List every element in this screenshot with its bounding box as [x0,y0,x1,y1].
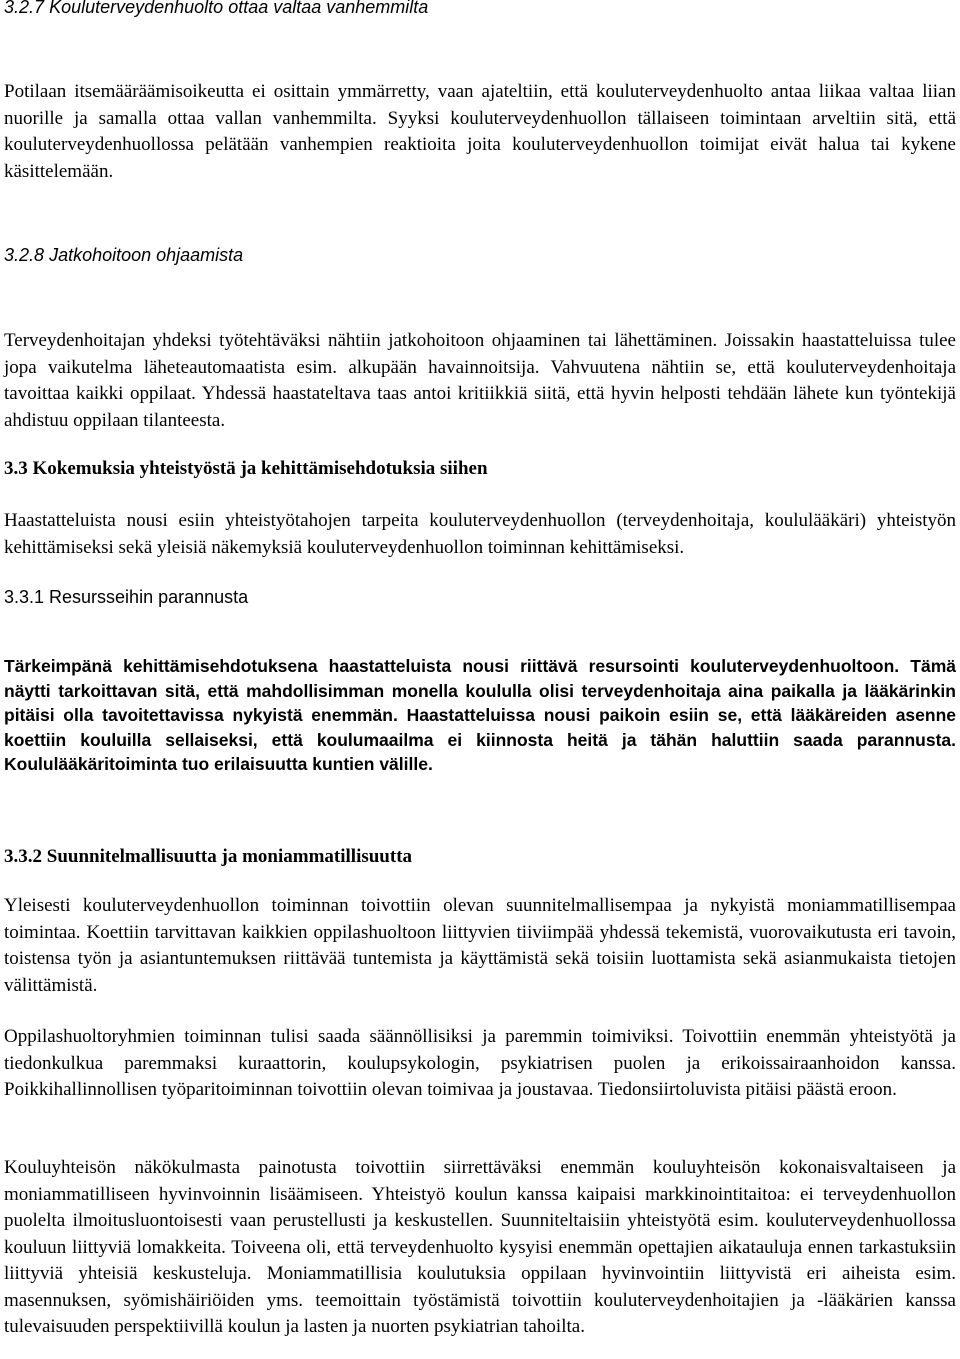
paragraph-3-3-2-c: Kouluyhteisön näkökulmasta painotusta toivottiin siirrettäväksi enemmän kouluyhteisön kokonaisvaltaiseen ja moniammatilliseen hyvinvoinnin lisäämiseen. Yhteistyö koulun kanssa kaipaisi markkinointitaitoa: ei terveydenhuollon puolelta ilmoitusluontoisesti vaan perustellusti ja keskustellen. Suunniteltaisiin yhteistyötä esim. kouluterveydenhuollossa kouluun liittyviä lomakkeita. Toiveena oli, että terveydenhuolto kysyisi enemmän opettajien aikatauluja ennen tarkastuksiin liittyviä yhteisiä keskusteluja. Moniammatillisia koulutuksia oppilaan hyvinvointiin liittyvistä eri aiheista esim. masennuksen, syömishäiriöiden yms. teemoittain työstämistä toivottiin kouluterveydenhoitajien ja -lääkärien kanssa tulevaisuuden perspektiivillä koulun ja lasten ja nuorten psykiatrian tahoilta. [4,1157,956,1337]
section-number: 3.2.7 [4,0,45,17]
section-heading-3-3-1: 3.3.1 Resursseihin parannusta [4,587,249,607]
paragraph-3-3-2-b: Oppilashuoltoryhmien toiminnan tulisi saada säännöllisiksi ja paremmin toimiviksi. Toivottiin enemmän yhteistyötä ja tiedonkulkua paremmaksi kuraattorin, koulupsykologin, psykiatrisen puolen ja erikoissairaanhoidon kanssa. Poikkihallinnollisen työparitoiminnan toivottiin olevan toimivaa ja joustavaa. Tiedonsiirtoluvista pitäisi päästä eroon. [4,1026,956,1100]
paragraph-3-2-7: Potilaan itsemääräämisoikeutta ei osittain ymmärretty, vaan ajateltiin, että kouluterveydenhuolto antaa liikaa valtaa liian nuorille ja samalla ottaa vallan vanhemmilta. Syyksi kouluterveydenhuollon tällaiseen toimintaan arveltiin sitä, että kouluterveydenhuollossa pelätään vanhempien reaktioita joita kouluterveydenhuollon toimijat eivät halua tai kykene käsittelemään. [4,81,956,182]
section-heading-3-3: 3.3 Kokemuksia yhteistyöstä ja kehittämisehdotuksia siihen [4,458,488,479]
section-title: Kouluterveydenhuolto ottaa valtaa vanhemmilta [49,0,429,17]
paragraph-3-3-1: Tärkeimpänä kehittämisehdotuksena haastatteluista nousi riittävä resursointi kouluterveydenhuoltoon. Tämä näytti tarkoittavan sitä, että mahdollisimman monella koululla olisi terveydenhoitaja aina paikalla ja lääkärinkin pitäisi olla tavoitettavissa nykyistä enemmän. Haastatteluissa nousi paikoin esiin se, että lääkäreiden asenne koettiin kouluilla sellaiseksi, että koulumaailma ei kiinnosta heitä ja tähän haluttiin saada parannusta. Koululääkäritoiminta tuo erilaisuutta kuntien välille. [4,656,956,774]
section-heading-3-3-2: 3.3.2 Suunnitelmallisuutta ja moniammatillisuutta [4,846,413,867]
paragraph-3-3: Haastatteluista nousi esiin yhteistyötahojen tarpeita kouluterveydenhuollon (terveydenhoitaja, koululääkäri) yhteistyön kehittämiseksi sekä yleisiä näkemyksiä kouluterveydenhuollon toiminnan kehittämiseksi. [4,510,956,558]
section-number: 3.2.8 [4,245,45,265]
paragraph-3-3-2-a: Yleisesti kouluterveydenhuollon toiminnan toivottiin olevan suunnitelmallisempaa ja nykyistä moniammatillisempaa toimintaa. Koettiin tarvittavan kaikkien oppilashuoltoon liittyvien tiiviimpää yhdessä tekemistä, vuorovaikutusta eri tavoin, toistensa työn ja asiantuntemuksen riittävää tuntemista ja käyttämistä sekä toisiin luottamista sekä asianmukaista tietojen välittämistä. [4,895,956,996]
section-heading-3-2-8 [4,244,956,266]
section-heading-3-2-7 [4,0,956,18]
paragraph-3-2-8: Terveydenhoitajan yhdeksi työtehtäväksi nähtiin jatkohoitoon ohjaaminen tai lähettäminen. Joissakin haastatteluissa tulee jopa vaikutelma läheteautomaatista esim. alkupään havainnoitsija. Vahvuutena nähtiin se, että kouluterveydenhoitaja tavoittaa kaikki oppilaat. Yhdessä haastateltava taas antoi kritiikkiä siitä, että hyvin helposti tehdään lähete kun työntekijä ahdistuu oppilaan tilanteesta. [4,330,956,431]
section-title: Jatkohoitoon ohjaamista [49,245,244,265]
